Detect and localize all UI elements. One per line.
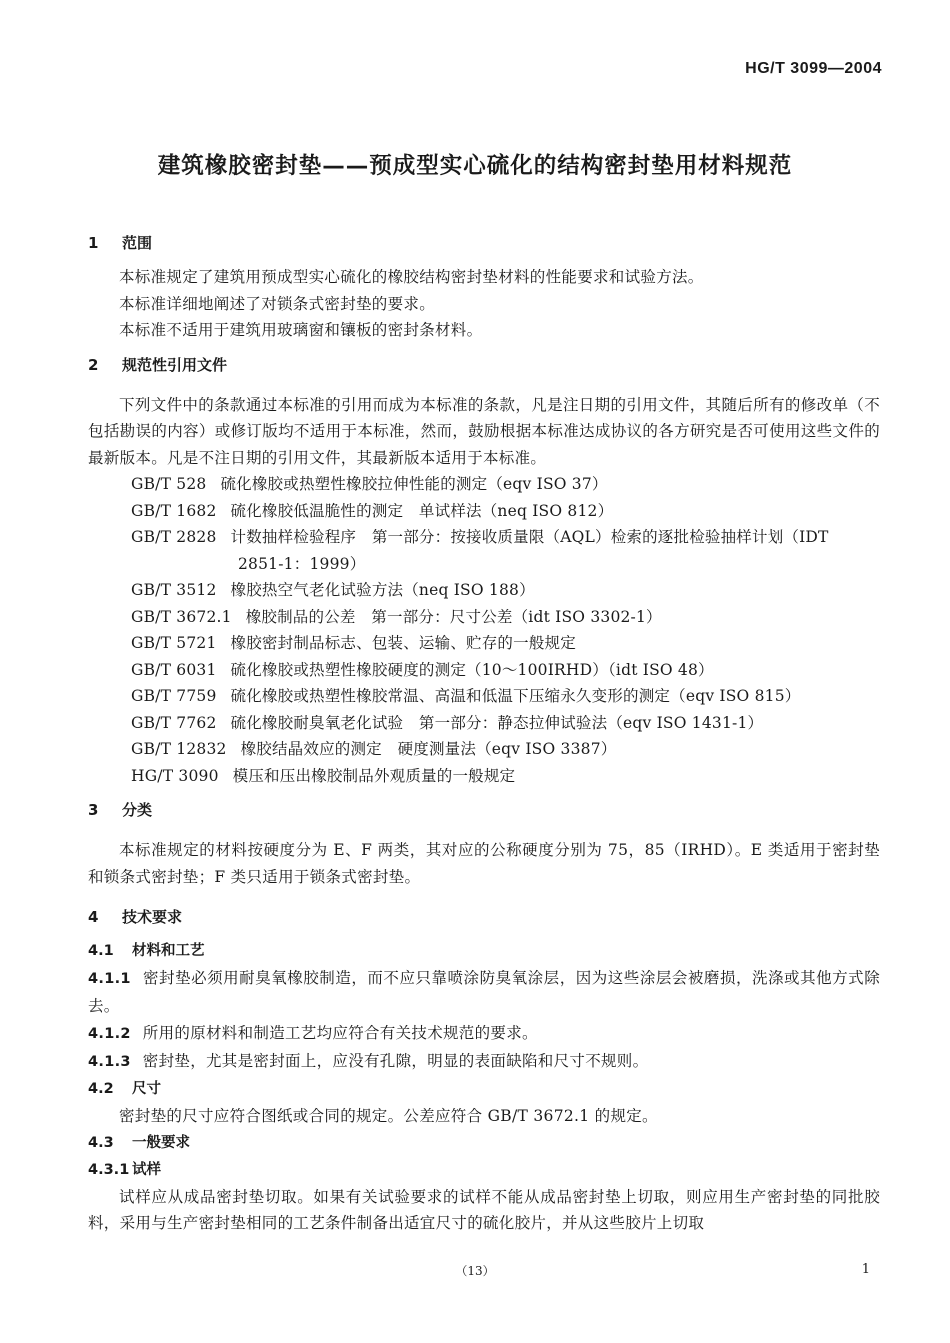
reference-item: GB/T 7759 硫化橡胶或热塑性橡胶常温、高温和低温下压缩永久变形的测定（eqv ISO 815）	[131, 687, 801, 705]
section-heading-2: 2 规范性引用文件	[88, 355, 228, 374]
standard-code: HG/T 3099—2004	[745, 60, 882, 77]
reference-item: GB/T 528 硫化橡胶或热塑性橡胶拉伸性能的测定（eqv ISO 37）	[131, 475, 608, 493]
paragraph: 密封垫的尺寸应符合图纸或合同的规定。公差应符合 GB/T 3672.1 的规定。	[119, 1107, 658, 1125]
section-heading-3: 3 分类	[88, 801, 153, 819]
subsection-heading-4-3: 4.3 一般要求	[88, 1134, 190, 1151]
reference-item: GB/T 12832 橡胶结晶效应的测定 硬度测量法（eqv ISO 3387）	[131, 740, 617, 758]
paragraph: 本标准不适用于建筑用玻璃窗和镶板的密封条材料。	[119, 321, 483, 339]
document-title: 建筑橡胶密封垫——预成型实心硫化的结构密封垫用材料规范	[157, 153, 793, 179]
document-body	[88, 230, 880, 1237]
paragraph: 本标准规定的材料按硬度分为 E、F 两类，其对应的公称硬度分别为 75，85（IRHD）。E 类适用于密封垫和锁条式密封垫；F 类只适用于锁条式密封垫。	[88, 841, 880, 886]
reference-item: GB/T 5721 橡胶密封制品标志、包装、运输、贮存的一般规定	[131, 634, 576, 652]
clause-4-1-3: 4.1.3 密封垫，尤其是密封面上，应没有孔隙，明显的表面缺陷和尺寸不规则。	[88, 1052, 649, 1070]
section-heading-4: 4 技术要求	[88, 908, 183, 926]
clause-4-1-2: 4.1.2 所用的原材料和制造工艺均应符合有关技术规范的要求。	[88, 1024, 538, 1042]
subsection-heading-4-3-1: 4.3.1 试样	[88, 1161, 161, 1178]
reference-item: GB/T 1682 硫化橡胶低温脆性的测定 单试样法（neq ISO 812）	[131, 501, 614, 520]
paragraph: 本标准详细地阐述了对锁条式密封垫的要求。	[119, 294, 436, 313]
reference-item: GB/T 2828 计数抽样检验程序 第一部分：按接收质量限（AQL）检索的逐批检验抽样计划（IDT	[131, 528, 829, 546]
reference-item: GB/T 6031 硫化橡胶或热塑性橡胶硬度的测定（10～100IRHD）（idt ISO 48）	[131, 660, 714, 679]
section-heading-1: 1 范围	[88, 234, 153, 252]
reference-item: GB/T 3672.1 橡胶制品的公差 第一部分：尺寸公差（idt ISO 3302-1）	[131, 607, 662, 626]
reference-item-continuation: 2851-1：1999）	[238, 554, 366, 573]
paragraph: 试样应从成品密封垫切取。如果有关试验要求的试样不能从成品密封垫上切取，则应用生产密封垫的同批胶料，采用与生产密封垫相同的工艺条件制备出适宜尺寸的硫化胶片，并从这些胶片上切取	[88, 1187, 880, 1232]
reference-item: GB/T 3512 橡胶热空气老化试验方法（neq ISO 188）	[131, 581, 535, 599]
reference-item: HG/T 3090 模压和压出橡胶制品外观质量的一般规定	[131, 766, 516, 785]
page-number: 1	[861, 1262, 870, 1277]
clause-4-1-1: 4.1.1 密封垫必须用耐臭氧橡胶制造，而不应只靠喷涂防臭氧涂层，因为这些涂层会被磨损，洗涤或其他方式除去。	[88, 969, 880, 1015]
paragraph: 本标准规定了建筑用预成型实心硫化的橡胶结构密封垫材料的性能要求和试验方法。	[119, 268, 704, 286]
paragraph: 下列文件中的条款通过本标准的引用而成为本标准的条款，凡是注日期的引用文件，其随后所有的修改单（不包括勘误的内容）或修订版均不适用于本标准，然而，鼓励根据本标准达成协议的各方研究是否可使用这些文件的最新版本。凡是不注日期的引用文件，其最新版本适用于本标准。	[88, 395, 880, 467]
reference-item: GB/T 7762 硫化橡胶耐臭氧老化试验 第一部分：静态拉伸试验法（eqv ISO 1431-1）	[131, 713, 764, 732]
subsection-heading-4-1: 4.1 材料和工艺	[88, 943, 205, 959]
subsection-heading-4-2: 4.2 尺寸	[88, 1081, 161, 1097]
footer-sequence-number: （13）	[455, 1264, 495, 1278]
